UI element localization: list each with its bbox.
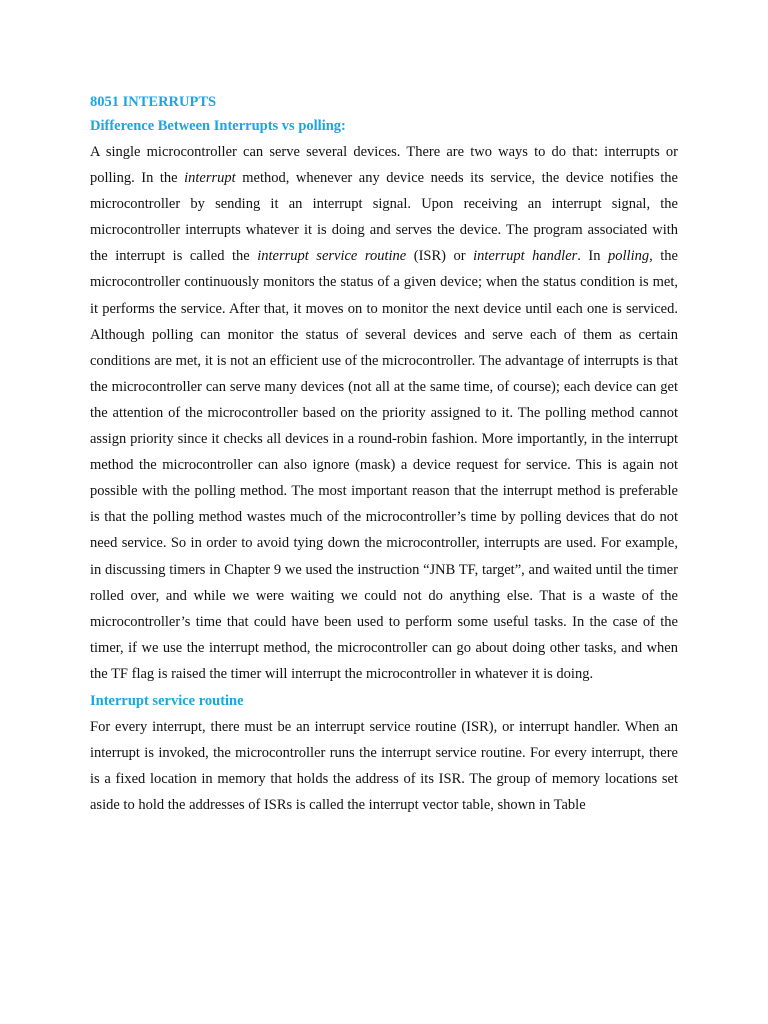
- document-page: [90, 92, 678, 818]
- text-run: For every interrupt, there must be an interrupt service routine (ISR), or interrupt handler. When an interrupt is invoked, the microcontroller runs the interrupt service routine. For every interrupt, there is a fixed location in memory that holds the address of its ISR. The group of memory locations set aside to hold the addresses of ISRs is called the interrupt vector table, shown in Table: [90, 718, 678, 814]
- text-run-italic: polling,: [608, 248, 653, 265]
- section-heading-interrupts-vs-polling: Difference Between Interrupts vs polling:: [90, 118, 346, 134]
- text-run: . In: [577, 248, 609, 265]
- text-run: (ISR) or: [406, 248, 474, 265]
- document-title: 8051 INTERRUPTS: [90, 94, 217, 110]
- text-run-italic: interrupt handler: [473, 248, 578, 265]
- section-heading-isr: Interrupt service routine: [90, 692, 244, 709]
- paragraph-isr: [90, 714, 678, 818]
- text-run-italic: interrupt: [184, 170, 236, 187]
- text-run: the microcontroller continuously monitors the status of a given device; when the status condition is met, it performs the service. After that, it moves on to monitor the next device until each one is serviced. Although polling can monitor the status of several devices and serve each of them as certain conditions are met, it is not an efficient use of the microcontroller. The advantage of interrupts is that the microcontroller can serve many devices (not all at the same time, of course); each device can get the attention of the microcontroller based on the priority assigned to it. The polling method cannot assign priority since it checks all devices in a round-robin fashion. More importantly, in the interrupt method the microcontroller can also ignore (mask) a device request for service. This is again not possible with the polling method. The most important reason that the interrupt method is preferable is that the polling method wastes much of the microcontroller’s time by polling devices that do not need service. So in order to avoid tying down the microcontroller, interrupts are used. For example, in discussing timers in Chapter 9 we used the instruction “JNB TF, target”, and waited until the timer rolled over, and while we were waiting we could not do anything else. That is a waste of the microcontroller’s time that could have been used to perform some useful tasks. In the case of the timer, if we use the interrupt method, the microcontroller can go about doing other tasks, and when the TF flag is raised the timer will interrupt the microcontroller in whatever it is doing.: [90, 248, 678, 682]
- text-run: A single microcontroller can serve several devices. There are two ways to do that: interrupts or polling. In the: [90, 144, 678, 187]
- paragraph-interrupts-vs-polling: [90, 139, 678, 687]
- text-run-italic: interrupt service routine: [257, 248, 407, 265]
- text-run: method, whenever any device needs its service, the device notifies the microcontroller by sending it an interrupt signal. Upon receiving an interrupt signal, the microcontroller interrupts whatever it is doing and serves the device. The program associated with the interrupt is called the: [90, 170, 678, 265]
